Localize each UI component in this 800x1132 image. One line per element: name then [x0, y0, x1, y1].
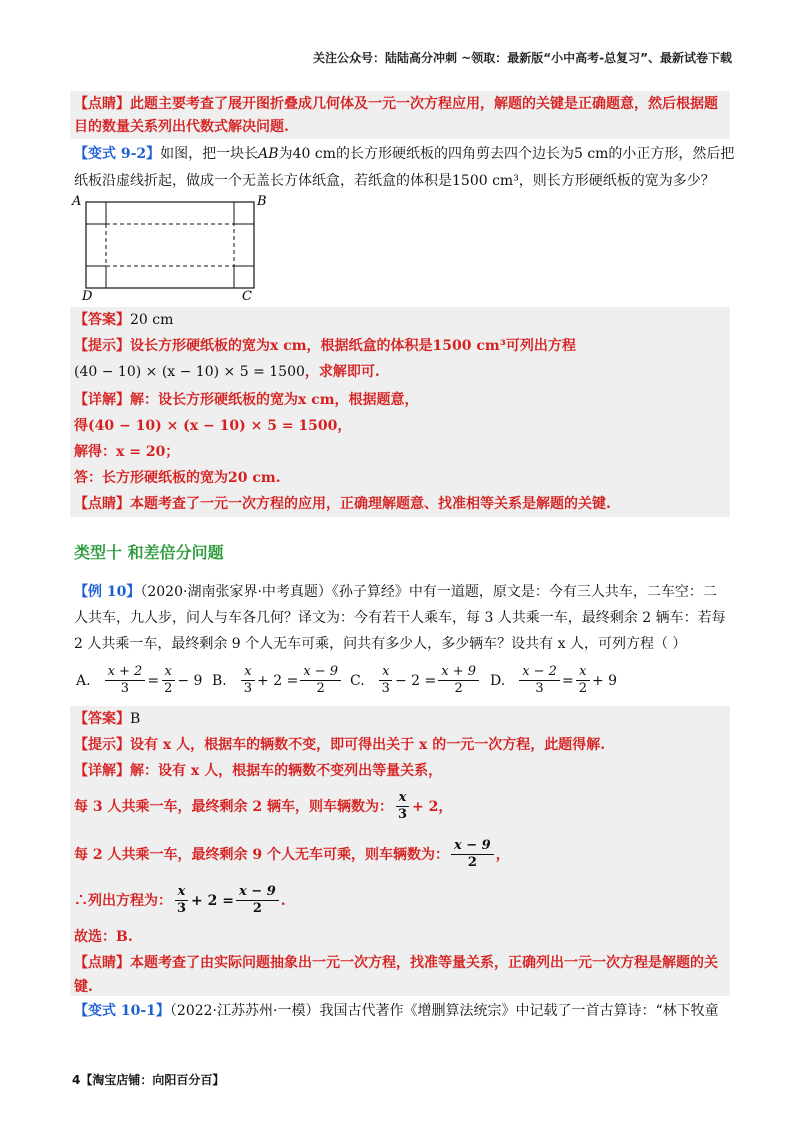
hint-tag: 【提示】 [74, 737, 130, 753]
hint-line-1: 【提示】设长方形硬纸板的宽为x cm，根据纸盒的体积是1500 cm³可列出方程 [74, 338, 576, 354]
answer-tag: 【答案】 [74, 312, 130, 328]
example-10-line-3: 2 人共乘一车，最终剩余 9 个人无车可乘，问共有多少人，多少辆车？设共有 x 人，可列方程（ ） [74, 636, 687, 652]
option-a: A. $\frac{x + 2}{3}$ = $\frac{x}{2}$ − 9 [76, 664, 203, 696]
corner-square-bl [86, 266, 106, 288]
answer-tag: 【答案】 [74, 711, 130, 727]
label-d: D [82, 289, 93, 304]
label-c: C [242, 289, 252, 304]
detail-line-10: 【详解】解：设有 x 人，根据车的辆数不变列出等量关系， [74, 763, 443, 779]
variant-tag: 【变式 9-2】 [74, 146, 161, 162]
example-10-line-2: 人共车，九人步，问人与车各几何？译文为：今有若干人乘车，每 3 人共乘一车，最终剩余 2 辆车：若每 [74, 610, 726, 626]
detail-line-4: 答：长方形硬纸板的宽为20 cm. [74, 470, 281, 486]
step-line-1: 每 3 人共乘一车，最终剩余 2 辆车，则车辆数为： $\frac{x}{3}$ + 2， [74, 790, 453, 822]
variant-10-1-line: 【变式 10-1】（2022·江苏苏州·一模）我国古代著作《增删算法统宗》中记载了一首古算诗：“林下牧童 [74, 1003, 719, 1019]
detail-tag: 【详解】 [74, 392, 130, 408]
option-b: B. $\frac{x}{3}$ + 2 = $\frac{x - 9}{2}$ [212, 664, 343, 697]
corner-square-br [234, 266, 254, 288]
option-d: D. $\frac{x - 2}{3}$ = $\frac{x}{2}$ + 9 [490, 664, 618, 696]
label-b: B [257, 194, 267, 209]
page-footer: 4【淘宝店铺：向阳百分百】 [72, 1073, 225, 1087]
example-10-line-1: 【例 10】（2020·湖南张家界·中考真题）《孙子算经》中有一道题，原文是：今有三人共车，二车空：二 [74, 584, 717, 600]
section-title: 类型十 和差倍分问题 [74, 543, 224, 562]
detail-line-2: 得(40 − 10) × (x − 10) × 5 = 1500， [74, 418, 352, 434]
corner-square-tl [86, 202, 106, 224]
choose-line: 故选：B. [74, 929, 133, 945]
detail-line-1: 【详解】解：设长方形硬纸板的宽为x cm，根据题意， [74, 392, 419, 408]
step-line-3: ∴列出方程为： $\frac{x}{3}$ + 2 = $\frac{x - 9}{2}$ . [74, 884, 286, 916]
note-line-1: 【点睛】此题主要考查了展开图折叠成几何体及一元一次方程应用，解题的关键是正确题意，然后根据题 [74, 96, 718, 112]
note-line-10-2: 键. [74, 979, 93, 995]
detail-line-3: 解得：x = 20； [74, 444, 180, 460]
label-a: A [72, 194, 82, 209]
detail-tag: 【详解】 [74, 763, 130, 779]
note-line-2: 目的数量关系列出代数式解决问题. [74, 119, 289, 135]
note-tag: 【点睛】 [74, 496, 130, 512]
note-tag: 【点睛】 [74, 96, 130, 112]
option-c: C. $\frac{x}{3}$ − 2 = $\frac{x + 9}{2}$ [350, 664, 481, 697]
note-tag: 【点睛】 [74, 955, 130, 971]
variant-9-2-line-1: 【变式 9-2】如图，把一块长AB为40 cm的长方形硬纸板的四角剪去四个边长为5 cm的小正方形，然后把 [74, 146, 735, 162]
note-line-9-2: 【点睛】本题考查了一元一次方程的应用，正确理解题意、找准相等关系是解题的关键. [74, 496, 611, 512]
page-header: 关注公众号：陆陆高分冲刺 ~领取：最新版“小中高考-总复习”、最新试卷下载 [313, 51, 732, 65]
corner-square-tr [234, 202, 254, 224]
answer-value: 20 cm [130, 312, 174, 328]
variant-9-2-line-2: 纸板沿虚线折起，做成一个无盖长方体纸盒，若纸盒的体积是1500 cm³，则长方形硬纸板的宽为多少？ [74, 173, 715, 189]
board-outline [86, 202, 254, 288]
hint-tag: 【提示】 [74, 338, 130, 354]
fold-dashed-lines [106, 224, 234, 266]
variant-tag: 【变式 10-1】 [74, 1003, 170, 1019]
step-line-2: 每 2 人共乘一车，最终剩余 9 个人无车可乘，则车辆数为： $\frac{x - 9}{2}$ ， [74, 838, 510, 870]
hint-line-2: (40 − 10) × (x − 10) × 5 = 1500，求解即可. [74, 364, 380, 380]
answer-line [74, 309, 173, 331]
hint-line-10: 【提示】设有 x 人，根据车的辆数不变，即可得出关于 x 的一元一次方程，此题得解. [74, 737, 606, 753]
note-line-10-1: 【点睛】本题考查了由实际问题抽象出一元一次方程，找准等量关系，正确列出一元一次方程是解题的关 [74, 955, 718, 971]
answer-value: B [130, 711, 141, 727]
example-tag: 【例 10】 [74, 584, 141, 600]
answer-line-10 [74, 708, 140, 730]
cardboard-diagram [70, 192, 270, 304]
